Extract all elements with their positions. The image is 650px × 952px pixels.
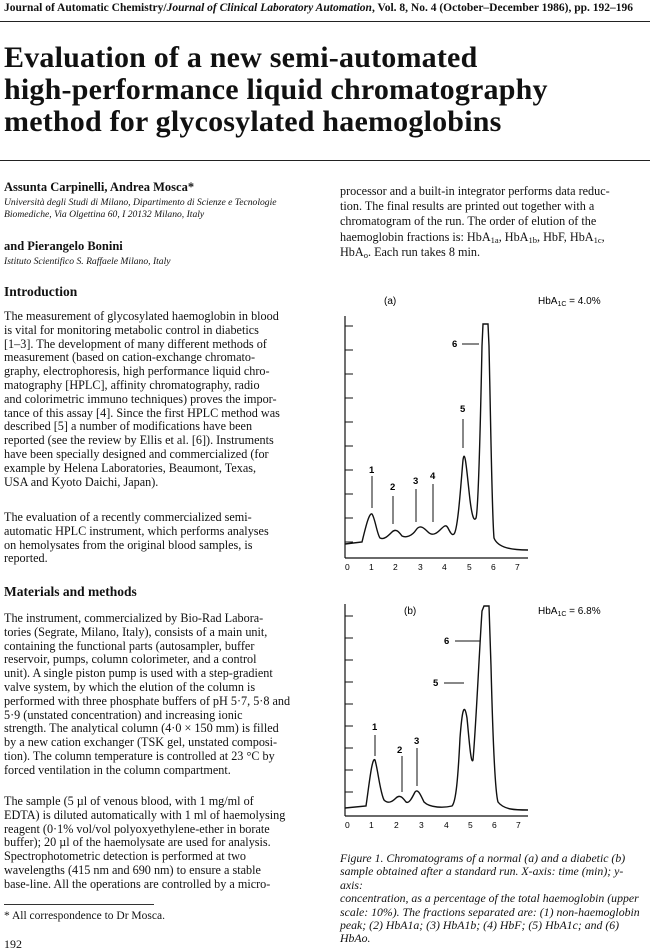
text-line: sample obtained after a standard run. X-axis: time (min); y-axis: xyxy=(340,864,624,892)
text-line: The instrument, commercialized by Bio-Rad Labora- xyxy=(4,611,264,625)
text-line: [1–3]. The development of many different methods of xyxy=(4,336,267,351)
text-line: reported (see the review by Ellis et al. [6]). Instruments xyxy=(4,433,274,448)
x-tick-label: 3 xyxy=(418,562,423,572)
x-tick-label: 4 xyxy=(444,820,449,830)
x-tick-labels xyxy=(345,562,520,572)
title-rule xyxy=(0,160,650,161)
x-tick-label: 6 xyxy=(491,562,496,572)
section-heading-introduction: Introduction xyxy=(4,284,78,299)
x-tick-label: 0 xyxy=(345,562,350,572)
text-line: described [5] a number of modifications have been xyxy=(4,419,253,434)
x-tick-label: 3 xyxy=(419,820,424,830)
peak-label: 2 xyxy=(397,745,403,756)
text-line: tion). The column temperature is controlled at 23 °C by xyxy=(4,748,275,763)
text-line: reservoir, pumps, column colorimeter, and a control xyxy=(4,652,257,667)
peak-label: 3 xyxy=(414,736,420,747)
x-tick-label: 1 xyxy=(369,820,374,830)
x-tick-label: 7 xyxy=(516,820,521,830)
text-line: wavelengths (415 nm and 690 nm) to ensure a stable xyxy=(4,862,261,877)
x-tick-label: 0 xyxy=(345,820,350,830)
text-line: The evaluation of a recently commercialized semi- xyxy=(4,510,252,524)
x-tick-labels xyxy=(345,820,521,830)
text-line: matography [HPLC], affinity chromatography, radio xyxy=(4,377,260,392)
y-axis-ticks xyxy=(345,616,353,792)
chromatogram-trace xyxy=(345,324,528,550)
text-line: processor and a built-in integrator performs data reduc- xyxy=(340,184,610,198)
text-line: peak; (2) HbA1a; (3) HbA1b; (4) HbF; (5) HbA1c; and (6) xyxy=(340,918,620,933)
intro-paragraph-1 xyxy=(4,310,310,489)
text-line: USA and Kyoto Daichi, Japan). xyxy=(4,474,159,489)
text-line: buffer); 20 µl of the haemolysate are used for analysis. xyxy=(4,835,271,850)
text-line: concentration, as a percentage of the total haemoglobin (upper xyxy=(340,891,639,906)
header-rule xyxy=(0,21,650,22)
peak-labels xyxy=(372,636,449,756)
x-tick-label: 6 xyxy=(492,820,497,830)
hba1c-value: HbA$_{1C}$ = 4.0% xyxy=(538,296,601,308)
affiliation-1 xyxy=(4,197,324,221)
peak-label: 1 xyxy=(369,465,375,476)
text-line: example by Helena Laboratories, Beaumont, Texas, xyxy=(4,460,257,475)
figure-1-chromatograms xyxy=(332,286,646,846)
text-line: tion. The final results are printed out together with a xyxy=(340,199,595,214)
peak-label: 3 xyxy=(413,476,419,487)
chromatogram-trace xyxy=(345,606,528,810)
text-line: have been specially designed and commercialized (for xyxy=(4,446,269,461)
peak-label: 6 xyxy=(444,636,450,647)
x-tick-label: 2 xyxy=(393,562,398,572)
title-line: Evaluation of a new semi-automated xyxy=(4,41,478,74)
author-group-1: Assunta Carpinelli, Andrea Mosca* xyxy=(4,180,195,194)
panel-label: (a) xyxy=(384,296,397,307)
title-line: method for glycosylated haemoglobins xyxy=(4,105,502,138)
text-line: graphy, electrophoresis, high performance liquid chro- xyxy=(4,364,270,379)
author-group-2: and Pierangelo Bonini xyxy=(4,239,123,253)
peak-labels xyxy=(369,339,466,493)
x-tick-label: 4 xyxy=(442,562,447,572)
peak-label: 1 xyxy=(372,722,378,733)
peak-markers xyxy=(372,344,479,524)
text-line: performed with three phosphate buffers of pH 5·7, 5·8 and xyxy=(4,693,291,708)
affiliation-line: Biomediche, Via Olgettina 60, I 20132 Milano, Italy xyxy=(4,209,205,220)
peak-label: 6 xyxy=(452,339,458,350)
x-tick-label: 2 xyxy=(394,820,399,830)
footnote-rule xyxy=(4,904,154,905)
text-line: EDTA) is diluted automatically with 1 ml of haemolysing xyxy=(4,807,286,822)
text-line: haemoglobin fractions is: HbA$_{1a}$, HbA$_{1b}$, HbF, HbA$_{1c}$, xyxy=(340,229,605,245)
text-line: Spectrophotometric detection is performed at two xyxy=(4,849,246,864)
text-line: The sample (5 µl of venous blood, with 1 mg/ml of xyxy=(4,794,254,808)
peak-markers xyxy=(375,641,480,792)
article-title xyxy=(4,42,644,138)
peak-label: 5 xyxy=(460,404,466,415)
x-tick-label: 7 xyxy=(515,562,520,572)
methods-paragraph-1 xyxy=(4,612,310,778)
title-line: high-performance liquid chromatography xyxy=(4,73,548,106)
y-axis-ticks xyxy=(345,326,353,542)
text-line: reagent (0·1% vol/vol polyoxyethylene-ether in borate xyxy=(4,821,270,836)
text-line: unit). A single piston pump is used with a step-gradient xyxy=(4,666,273,681)
journal-name-2: Journal of Clinical Laboratory Automation xyxy=(166,2,372,14)
text-line: The measurement of glycosylated haemoglobin in blood xyxy=(4,309,279,323)
methods-paragraph-2 xyxy=(4,795,310,892)
text-line: valve system, by which the elution of the column is xyxy=(4,679,256,694)
right-intro-text xyxy=(340,184,645,260)
text-line: forced ventilation in the column compartment. xyxy=(4,762,231,777)
affiliation-line: Università degli Studi di Milano, Dipartimento di Scienze e Tecnologie xyxy=(4,197,277,208)
chromatogram-panel-b xyxy=(345,604,601,830)
footnote: * All correspondence to Dr Mosca. xyxy=(4,910,165,922)
text-line: strength. The analytical column (4·0 × 150 mm) is filled xyxy=(4,721,279,736)
text-line: Figure 1. Chromatograms of a normal (a) and a diabetic (b) xyxy=(340,851,626,865)
text-line: on hemolysates from the original blood samples, is xyxy=(4,537,253,552)
text-line: tance of this assay [4]. Since the first HPLC method was xyxy=(4,405,280,420)
x-tick-label: 5 xyxy=(468,820,473,830)
text-line: chromatogram of the run. The order of elution of the xyxy=(340,214,597,229)
x-tick-label: 1 xyxy=(369,562,374,572)
page-number: 192 xyxy=(4,937,22,951)
chromatogram-panel-a xyxy=(345,296,601,572)
text-line: tories (Segrate, Milano, Italy), consists of a main unit, xyxy=(4,624,268,639)
text-line: reported. xyxy=(4,551,48,566)
peak-label: 4 xyxy=(430,471,436,482)
text-line: 5·9 (unstated concentration) and increasing ionic xyxy=(4,707,243,722)
journal-header: Journal of Automatic Chemistry/Journal of Clinical Laboratory Automation, Vol. 8, No. 4 (October–December 1986), pp. 192–196 xyxy=(4,2,634,14)
text-line: measurement (based on cation-exchange chromato- xyxy=(4,350,256,365)
x-tick-label: 5 xyxy=(467,562,472,572)
affiliation-2: Istituto Scientifico S. Raffaele Milano, Italy xyxy=(4,256,171,267)
text-line: scale: 10%). The fractions separated are: (1) non-haemoglobin xyxy=(340,904,640,919)
text-line: HbA$_o$. Each run takes 8 min. xyxy=(340,244,480,260)
figure-caption xyxy=(340,852,646,946)
journal-volume: , Vol. 8, No. 4 (October–December 1986), pp. 192–196 xyxy=(371,2,634,14)
peak-label: 5 xyxy=(433,678,439,689)
intro-paragraph-2 xyxy=(4,511,310,566)
text-line: containing the functional parts (autosampler, buffer xyxy=(4,638,255,653)
journal-name: Journal of Automatic Chemistry xyxy=(4,2,164,14)
peak-label: 2 xyxy=(390,482,396,493)
hba1c-value: HbA$_{1C}$ = 6.8% xyxy=(538,606,601,618)
text-line: HbAo. xyxy=(340,931,371,946)
panel-label: (b) xyxy=(404,606,417,617)
text-line: and colorimetric immuno techniques) proves the impor- xyxy=(4,391,277,406)
section-heading-methods: Materials and methods xyxy=(4,584,137,599)
text-line: is vital for monitoring metabolic control in diabetics xyxy=(4,322,259,337)
text-line: automatic HPLC instrument, which performs analyses xyxy=(4,523,269,538)
text-line: by a new cation exchanger (TSK gel, unstated composi- xyxy=(4,735,278,750)
text-line: base-line. All the operations are controlled by a micro- xyxy=(4,876,271,891)
